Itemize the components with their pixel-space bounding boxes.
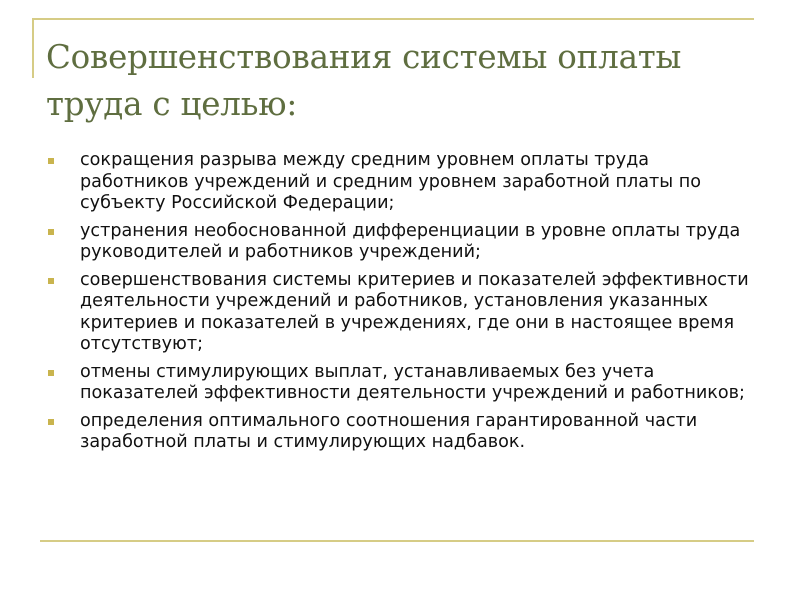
bullet-item: [42, 221, 762, 264]
bullet-text: сокращения разрыва между средним уровнем оплаты труда работников учреждений и средним уровнем заработной платы по субъекту Российской Федерации;: [80, 150, 702, 213]
bullet-text: отмены стимулирующих выплат, устанавливаемых без учета показателей эффективности деятельности учреждений и работников;: [80, 361, 745, 403]
bullet-list: [42, 150, 762, 460]
frame-left-line: [32, 18, 34, 78]
bullet-text: определения оптимального соотношения гарантированной части заработной платы и стимулирующих надбавок.: [80, 410, 698, 452]
frame-top-line: [32, 18, 754, 20]
bullet-text: устранения необоснованной дифференциации в уровне оплаты труда руководителей и работников учреждений;: [80, 220, 741, 262]
square-bullet-icon: [48, 278, 54, 284]
bullet-item: [42, 150, 762, 215]
square-bullet-icon: [48, 370, 54, 376]
bullet-item: [42, 270, 762, 356]
slide-title: Совершенствования системы оплаты труда с целью:: [46, 38, 682, 123]
square-bullet-icon: [48, 419, 54, 425]
bullet-item: [42, 362, 762, 405]
bullet-item: [42, 411, 762, 454]
square-bullet-icon: [48, 158, 54, 164]
square-bullet-icon: [48, 229, 54, 235]
bullet-text: совершенствования системы критериев и показателей эффективности деятельности учреждений и работников, установления указанных критериев и показателей в учреждениях, где они в настоящее время отсутствуют;: [80, 269, 749, 354]
frame-bottom-line: [40, 540, 754, 542]
